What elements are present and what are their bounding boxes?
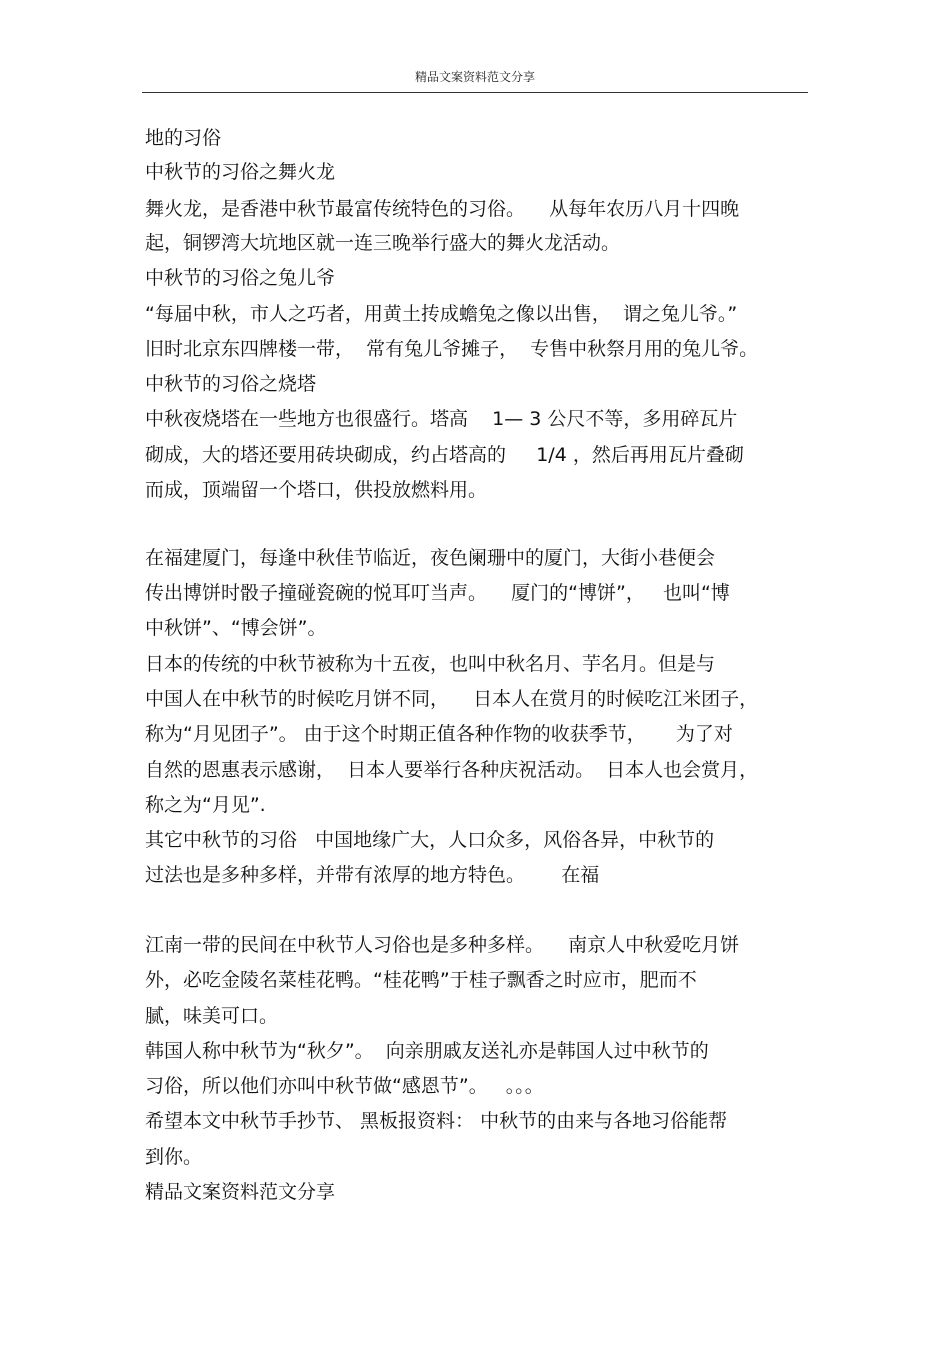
text-line: 韩国人称中秋节为“秋夕”。 向亲朋戚友送礼亦是韩国人过中秋节的 — [145, 1040, 709, 1062]
text-line: 舞火龙，是香港中秋节最富传统特色的习俗。 从每年农历八月十四晚 — [145, 198, 740, 220]
text-line: 到你。 — [145, 1146, 203, 1168]
text-line: 在福建厦门，每逢中秋佳节临近，夜色阑珊中的厦门，大街小巷便会 — [145, 547, 716, 569]
text-line: 砌成，大的塔还要用砖块砌成，约占塔高的 1/4 ，然后再用瓦片叠砌 — [145, 444, 744, 466]
text-line: 中秋夜烧塔在一些地方也很盛行。塔高 1— 3 公尺不等，多用碎瓦片 — [145, 408, 738, 430]
text-line: 中秋节的习俗之烧塔 — [145, 373, 317, 395]
text-line: 中秋节的习俗之兔儿爷 — [145, 267, 336, 289]
text-line: 称为“月见团子”。 由于这个时期正值各种作物的收获季节， 为了对 — [145, 723, 733, 745]
text-line: 而成，顶端留一个塔口，供投放燃料用。 — [145, 479, 488, 501]
text-line: 习俗，所以他们亦叫中秋节做“感恩节”。 。。。 — [145, 1075, 544, 1097]
header-title: 精品文案资料范文分享 — [414, 70, 535, 84]
text-line: 腻，味美可口。 — [145, 1005, 279, 1027]
text-line: 过法也是多种多样，并带有浓厚的地方特色。 在福 — [145, 864, 600, 886]
text-line: 日本的传统的中秋节被称为十五夜，也叫中秋名月、芋名月。但是与 — [145, 653, 716, 675]
text-line: 希望本文中秋节手抄节、 黑板报资料： 中秋节的由来与各地习俗能帮 — [145, 1110, 728, 1132]
text-line: 自然的恩惠表示感谢， 日本人要举行各种庆祝活动。 日本人也会赏月， — [145, 759, 759, 781]
text-line: 旧时北京东四牌楼一带， 常有兔儿爷摊子， 专售中秋祭月用的兔儿爷。 — [145, 338, 759, 360]
text-line: 外，必吃金陵名菜桂花鸭。“桂花鸭”于桂子飘香之时应市，肥而不 — [145, 969, 697, 991]
text-line: 中秋节的习俗之舞火龙 — [145, 161, 336, 183]
text-line: 起，铜锣湾大坑地区就一连三晚举行盛大的舞火龙活动。 — [145, 232, 621, 254]
text-line: 传出博饼时骰子撞碰瓷碗的悦耳叮当声。 厦门的“博饼”， 也叫“博 — [145, 582, 730, 604]
text-line: “每届中秋，市人之巧者，用黄土抟成蟾兔之像以出售， 谓之兔儿爷。” — [145, 303, 738, 325]
text-line: 江南一带的民间在中秋节人习俗也是多种多样。 南京人中秋爱吃月饼 — [145, 934, 740, 956]
text-line: 地的习俗 — [145, 127, 222, 149]
text-line: 中国人在中秋节的时候吃月饼不同， 日本人在赏月的时候吃江米团子， — [145, 688, 759, 710]
text-line: 其它中秋节的习俗 中国地缘广大，人口众多，风俗各异，中秋节的 — [145, 829, 715, 851]
text-line: 称之为“月见”. — [145, 794, 266, 816]
header-divider — [142, 92, 808, 93]
footer-text: 精品文案资料范文分享 — [145, 1181, 336, 1203]
text-line: 中秋饼”、“博会饼”。 — [145, 617, 327, 639]
